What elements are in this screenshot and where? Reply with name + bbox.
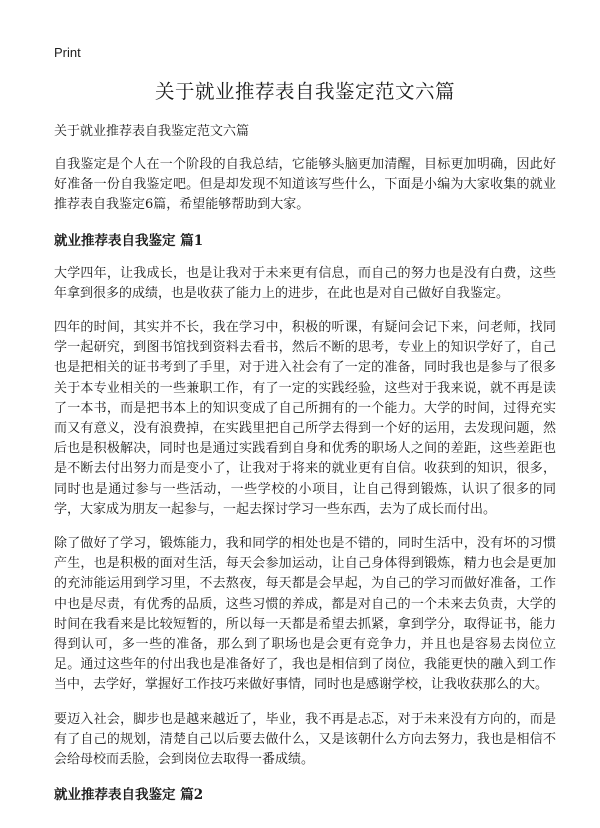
section-1-paragraph-1: 大学四年，让我成长，也是让我对于未来更有信息，而自己的努力也是没有白费，这些年拿到很多的成绩，也是收获了能力上的进步，在此也是对自己做好自我鉴定。 [54, 265, 556, 301]
section-heading-1: 就业推荐表自我鉴定 篇1 [54, 232, 204, 249]
print-label[interactable]: Print [54, 45, 81, 60]
document-subtitle: 关于就业推荐表自我鉴定范文六篇 [54, 124, 250, 139]
section-1-paragraph-2: 四年的时间，其实并不长，我在学习中，积极的听课，有疑问会记下来，问老师，找同学一起研究，到图书馆找到资料去看书，然后不断的思考，专业上的知识学好了，自己也是把相关的证书考到了手里，对于进入社会有了一定的准备，同时我也是参与了很多关于本专业相关的一些兼职工作，有了一定的实践经验，这些对于我来说，就不再是读了一本书，而是把书本上的知识变成了自己所拥有的一个能力。大学的时间，过得充实而又有意义，没有浪费掉，在实践里把自己所学去得到一个好的运用，去发现问题，然后也是积极解决，同时也是通过实践看到自身和优秀的职场人之间的差距，这些差距也是不断去付出努力而是变小了，让我对于将来的就业更有自信。收获到的知识，很多，同时也是通过参与一些活动，一些学校的小项目，让自己得到锻炼，认识了很多的同学，大家成为朋友一起参与，一起去探讨学习一些东西，去为了成长而付出。 [54, 320, 556, 517]
section-heading-2: 就业推荐表自我鉴定 篇2 [54, 787, 204, 804]
page-title: 关于就业推荐表自我鉴定范文六篇 [154, 80, 455, 103]
section-1-paragraph-3: 除了做好了学习，锻炼能力，我和同学的相处也是不错的，同时生活中，没有坏的习惯产生，也是积极的面对生活，每天会参加运动，让自己身体得到锻炼，精力也会是更加的充沛能运用到学习里，不去熬夜，每天都是会早起，为自己的学习而做好准备，工作中也是尽责，有优秀的品质，这些习惯的养成，都是对自己的一个未来去负责，大学的时间在我看来是比较短暂的，所以每一天都是希望去抓紧，拿到学分，取得证书，能力得到认可，多一些的准备，那么到了职场也是会更有竞争力，并且也是容易去岗位立足。通过这些年的付出我也是准备好了，我也是相信到了岗位，我能更快的融入到工作当中，去学好，掌握好工作技巧来做好事情，同时也是感谢学校，让我收获那么的大。 [54, 536, 556, 693]
section-1-paragraph-4: 要迈入社会，脚步也是越来越近了，毕业，我不再是忐忑，对于未来没有方向的，而是有了自己的规划，清楚自己以后要去做什么，又是该朝什么方向去努力，我也是相信不会给母校而丢脸，会到岗位去取得一番成绩。 [54, 711, 556, 768]
intro-paragraph: 自我鉴定是个人在一个阶段的自我总结，它能够头脑更加清醒，目标更加明确，因此好好准备一份自我鉴定吧。但是却发现不知道该写些什么，下面是小编为大家收集的就业推荐表自我鉴定6篇，希望能够帮助到大家。 [54, 157, 556, 213]
